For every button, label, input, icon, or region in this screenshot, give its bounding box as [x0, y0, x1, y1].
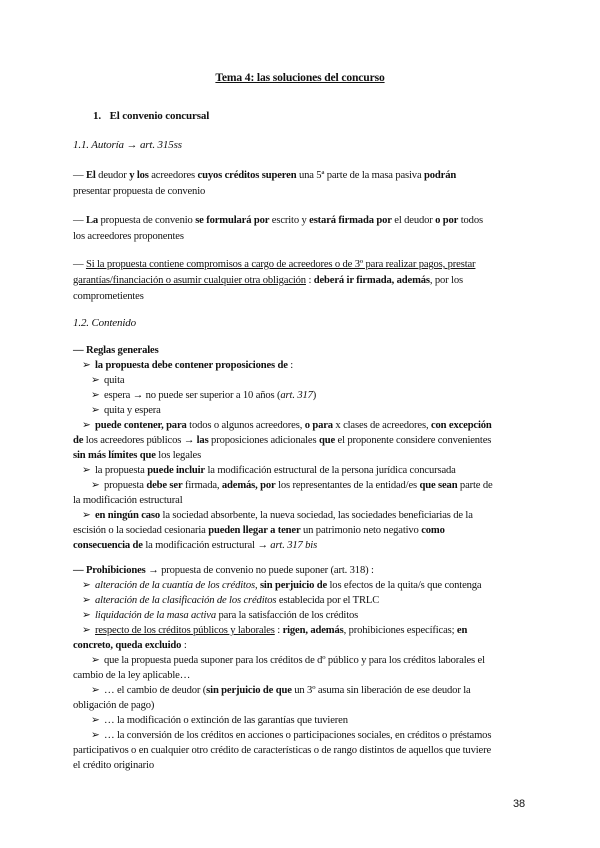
list-item-continuation: la modificación estructural: [73, 495, 183, 506]
section-label: El convenio concursal: [109, 110, 210, 122]
subsection-contenido: 1.2. Contenido: [73, 317, 136, 329]
arrow-bullet-icon: ➢: [91, 375, 100, 386]
list-item-continuation: sin más límites que los legales: [73, 450, 202, 461]
list-item: ➢ puede contener, para todos o algunos acreedores, o para x clases de acreedores, con excepción: [82, 420, 492, 431]
list-item: ➢ la propuesta puede incluir la modificación estructural de la persona jurídica concursada: [82, 465, 456, 476]
list-item: ➢ alteración de la clasificación de los créditos establecida por el TRLC: [82, 595, 380, 606]
paragraph-autoria-2: — La propuesta de convenio se formulará por escrito y estará firmada por el deudor o por todos los acreedores proponentes: [73, 215, 483, 242]
arrow-bullet-icon: ➢: [82, 580, 91, 591]
arrow-bullet-icon: ➢: [91, 730, 100, 741]
page-number: 38: [513, 798, 525, 810]
paragraph-autoria-1: — El deudor y los acreedores cuyos créditos superen una 5ª parte de la masa pasiva podrán presentar propuesta de convenio: [73, 170, 457, 197]
list-item: ➢ respecto de los créditos públicos y laborales : rigen, además, prohibiciones específicas; en: [82, 625, 468, 636]
arrow-bullet-icon: ➢: [82, 610, 91, 621]
arrow-bullet-icon: ➢: [82, 625, 91, 636]
list-item-continuation: participativos o en cualquier otro crédito de características o de rango distintos de aquellos que tuviere: [73, 745, 491, 756]
list-item: ➢ … la modificación o extinción de las garantías que tuvieren: [91, 715, 348, 726]
list-item: ➢ en ningún caso la sociedad absorbente, la nueva sociedad, las sociedades beneficiarias de la: [82, 510, 473, 521]
arrow-bullet-icon: ➢: [82, 510, 91, 521]
arrow-bullet-icon: ➢: [91, 715, 100, 726]
list-item: ➢ espera → no puede ser superior a 10 años (art. 317): [91, 390, 317, 401]
list-item-continuation: el crédito originario: [73, 760, 154, 771]
list-item-continuation: de los acreedores públicos → las proposiciones adicionales que el proponente considere convenientes: [73, 435, 492, 446]
list-item: ➢ … el cambio de deudor (sin perjuicio de que un 3º asuma sin liberación de ese deudor la: [91, 685, 471, 696]
section-heading-convenio: [93, 110, 209, 122]
list-item-continuation: obligación de pago): [73, 700, 155, 711]
list-item-continuation: consecuencia de la modificación estructural → art. 317 bis: [73, 540, 318, 551]
arrow-bullet-icon: ➢: [91, 655, 100, 666]
list-item: ➢ quita: [91, 375, 125, 386]
arrow-bullet-icon: ➢: [91, 480, 100, 491]
list-item: ➢ liquidación de la masa activa para la satisfacción de los créditos: [82, 610, 359, 621]
list-item-continuation: concreto, queda excluido :: [73, 640, 187, 651]
list-item: ➢ la propuesta debe contener proposiciones de :: [82, 360, 294, 371]
arrow-bullet-icon: ➢: [91, 390, 100, 401]
list-item-continuation: cambio de la ley aplicable…: [73, 670, 191, 681]
list-item-continuation: escisión o la sociedad cesionaria pueden llegar a tener un patrimonio neto negativo como: [73, 525, 445, 536]
arrow-bullet-icon: ➢: [91, 685, 100, 696]
list-item: ➢ quita y espera: [91, 405, 161, 416]
list-item: ➢ propuesta debe ser firmada, además, por los representantes de la entidad/es que sean parte de: [91, 480, 493, 491]
list-item: ➢ que la propuesta pueda suponer para los créditos de dº público y para los créditos laborales el: [91, 655, 485, 666]
page-title: Tema 4: las soluciones del concurso: [215, 71, 385, 84]
list-item: ➢ alteración de la cuantía de los créditos, sin perjuicio de los efectos de la quita/s que contenga: [82, 580, 482, 591]
paragraph-autoria-3: — Si la propuesta contiene compromisos a cargo de acreedores o de 3º para realizar pagos, prestar garantías/financiación o asumir cualquier otra obligación : deberá ir firmada, además, por los comprometientes: [73, 259, 476, 302]
subsection-autoria: 1.1. Autoría → art. 315ss: [73, 139, 182, 151]
prohibitions-heading: — Prohibiciones → propuesta de convenio no puede suponer (art. 318) :: [73, 565, 374, 576]
arrow-bullet-icon: ➢: [91, 405, 100, 416]
arrow-bullet-icon: ➢: [82, 360, 91, 371]
section-number: 1.: [93, 110, 101, 122]
rules-heading: — Reglas generales: [73, 345, 159, 356]
arrow-bullet-icon: ➢: [82, 595, 91, 606]
arrow-bullet-icon: ➢: [82, 420, 91, 431]
list-item: ➢ … la conversión de los créditos en acciones o participaciones sociales, en créditos o préstamos: [91, 730, 492, 741]
arrow-bullet-icon: ➢: [82, 465, 91, 476]
